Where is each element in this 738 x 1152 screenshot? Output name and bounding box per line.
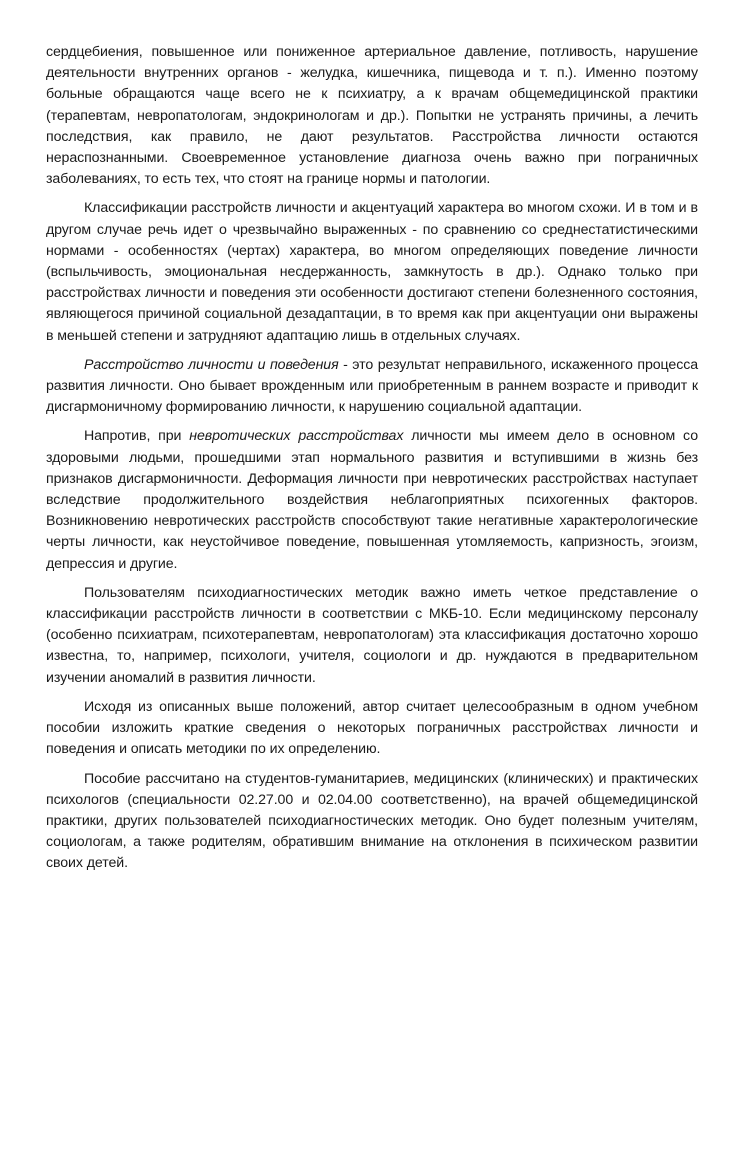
paragraph-4 [46, 426, 698, 574]
paragraph-4-lead: Напротив, при [84, 428, 190, 445]
paragraph-6-text: Исходя из описанных выше положений, автор считает целесообразным в одном учебном пособии изложить краткие сведения о некоторых пограничных расстройствах личности и поведения и описать методики по их определению. [46, 698, 698, 758]
paragraph-4-term: невротических расстройствах [189, 428, 404, 445]
paragraph-1 [46, 42, 698, 190]
paragraph-5-text: Пользователям психодиагностических методик важно иметь четкое представление о классификации расстройств личности в соответствии с МКБ-10. Если медицинскому персоналу (особенно психиатрам, психотерапевтам, невропатологам) эта классификация достаточно хорошо известна, то, например, психологи, учителя, социологи и др. нуждаются в предварительном изучении аномалий в развития личности. [46, 584, 698, 686]
document-page [46, 42, 698, 883]
paragraph-4-text: личности мы имеем дело в основном со здоровыми людьми, прошедшими этап нормального развития и вступившими в жизнь без признаков дисгармоничности. Деформация личности при невротических расстройствах наступает вследствие продолжительного воздействия неблагоприятных психогенных факторов. Возникновению невротических расстройств способствуют такие негативные характерологические черты личности, как неустойчивое поведение, повышенная утомляемость, капризность, эгоизм, депрессия и другие. [46, 428, 699, 572]
paragraph-5 [46, 583, 698, 689]
paragraph-3-term: Расстройство личности и поведения [84, 356, 339, 373]
paragraph-2-text: Классификации расстройств личности и акцентуаций характера во многом схожи. И в том и в другом случае речь идет о чрезвычайно выраженных - по сравнению со среднестатистическими нормами - особенностях (чертах) характера, во многом определяющих поведение личности (вспыльчивость, эмоциональная несдержанность, замкнутость в др.). Однако только при расстройствах личности и поведения эти особенности достигают степени болезненного состояния, являющегося причиной социальной дезадаптации, в то время как при акцентуации они выражены в меньшей степени и затрудняют адаптацию лишь в отдельных случаях. [46, 200, 698, 344]
paragraph-7 [46, 769, 698, 875]
paragraph-3 [46, 355, 698, 419]
paragraph-6 [46, 697, 698, 761]
paragraph-7-text: Пособие рассчитано на студентов-гуманитариев, медицинских (клинических) и практических психологов (специальности 02.27.00 и 02.04.00 соответственно), на врачей общемедицинской практики, других пользователей психодиагностических методик. Оно будет полезным учителям, социологам, а также родителям, обратившим внимание на отклонения в психическом развитии своих детей. [46, 770, 698, 872]
paragraph-2 [46, 198, 698, 346]
paragraph-1-text: сердцебиения, повышенное или пониженное артериальное давление, потливость, нарушение деятельности внутренних органов - желудка, кишечника, пищевода и т. п.). Именно поэтому больные обращаются чаще всего не к психиатру, а к врачам общемедицинской практики (терапевтам, невропатологам, эндокринологам и др.). Попытки не устранять причины, а лечить последствия, как правило, не дают результатов. Расстройства личности остаются нераспознанными. Своевременное установление диагноза очень важно при пограничных заболеваниях, то есть тех, что стоят на границе нормы и патологии. [46, 44, 698, 188]
paragraph-3-text: - это результат неправильного, искаженного процесса развития личности. Оно бывает врожденным или приобретенным в раннем возрасте и приводит к дисгармоничному формированию личности, к нарушению социальной адаптации. [46, 356, 698, 416]
